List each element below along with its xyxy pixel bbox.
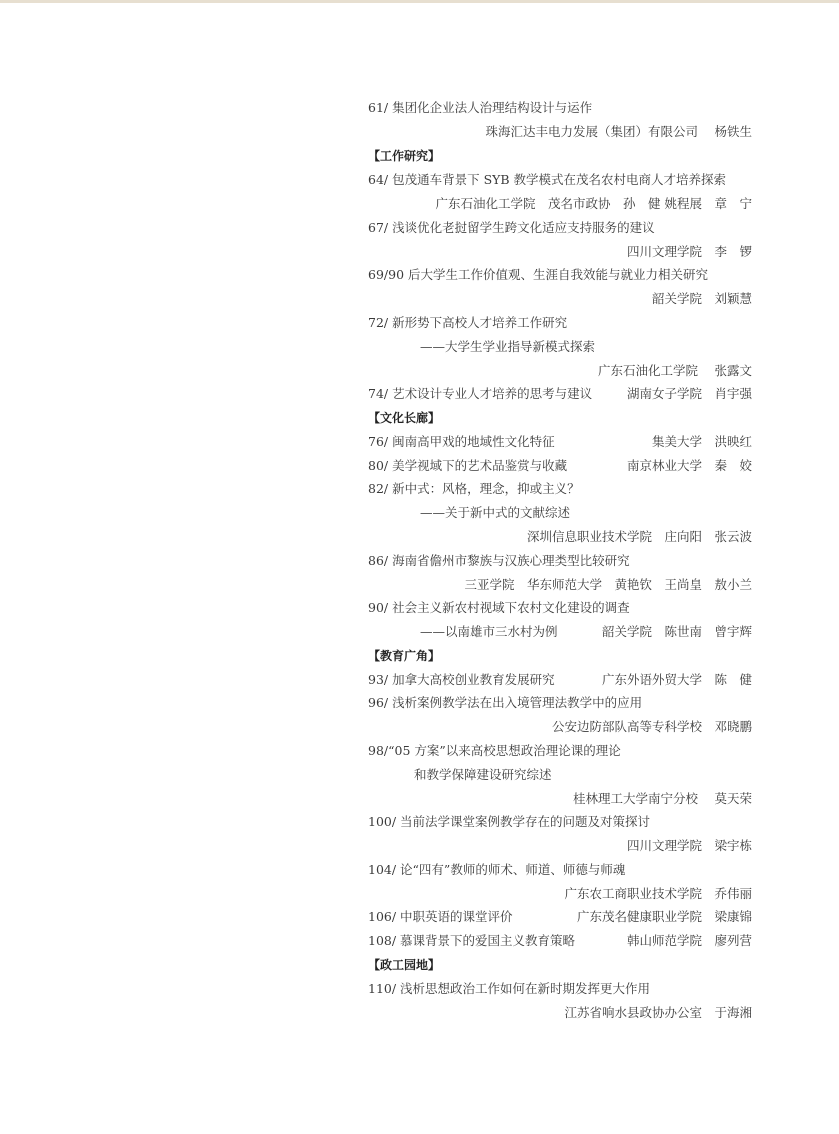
toc-title: 104/ 论“四有”教师的师术、师道、师德与师魂 [368, 862, 626, 877]
toc-title: 80/ 美学视域下的艺术品鉴赏与收藏 [368, 458, 568, 473]
toc-title: 61/ 集团化企业法人治理结构设计与运作 [368, 100, 593, 115]
toc-title: 100/ 当前法学课堂案例教学存在的问题及对策探讨 [368, 814, 651, 829]
toc-subtitle: ——以南雄市三水村为例 [420, 624, 558, 639]
toc-author: 三亚学院 华东师范大学 黄艳钦 王尚皇 敖小兰 [464, 577, 752, 592]
section-heading: 【工作研究】 [368, 149, 441, 163]
toc-title: 93/ 加拿大高校创业教育发展研究 [368, 672, 555, 687]
toc-author: 珠海汇达丰电力发展（集团）有限公司 杨铁生 [485, 124, 752, 139]
toc-author: 广东茂名健康职业学院 梁康锦 [576, 909, 752, 924]
toc-title: 67/ 浅谈优化老挝留学生跨文化适应支持服务的建议 [368, 220, 655, 235]
toc-entry [368, 908, 752, 926]
top-border [0, 0, 839, 3]
toc-entry [420, 623, 752, 641]
toc-author: 江苏省响水县政协办公室 于海湘 [564, 1005, 752, 1020]
toc-title: 72/ 新形势下高校人才培养工作研究 [368, 315, 568, 330]
toc-entry [368, 433, 752, 451]
toc-entry [368, 932, 752, 950]
toc-subtitle: 和教学保障建设研究综述 [414, 767, 552, 782]
toc-subtitle: ——大学生学业指导新模式探索 [420, 339, 596, 354]
toc-title: 90/ 社会主义新农村视域下农村文化建设的调查 [368, 600, 630, 615]
toc-title: 64/ 包茂通车背景下 SYB 教学模式在茂名农村电商人才培养探索 [368, 172, 727, 187]
toc-title: 98/“05 方案”以来高校思想政治理论课的理论 [368, 743, 621, 758]
toc-author: 韶关学院 刘颖慧 [651, 291, 752, 306]
toc-title: 76/ 闽南高甲戏的地域性文化特征 [368, 434, 555, 449]
section-heading: 【政工园地】 [368, 958, 441, 972]
toc-author: 广东石油化工学院 张露文 [598, 363, 752, 378]
toc-title: 74/ 艺术设计专业人才培养的思考与建议 [368, 386, 593, 401]
toc-author: 四川文理学院 李 锣 [626, 244, 752, 259]
toc-author: 南京林业大学 秦 姣 [626, 458, 752, 473]
toc-title: 69/90 后大学生工作价值观、生涯自我效能与就业力相关研究 [368, 267, 708, 282]
toc-title: 96/ 浅析案例教学法在出入境管理法教学中的应用 [368, 695, 643, 710]
toc-entry [368, 671, 752, 689]
toc-author: 四川文理学院 梁宇栋 [626, 838, 752, 853]
toc-author: 公安边防部队高等专科学校 邓晓鹏 [551, 719, 752, 734]
toc-title: 110/ 浅析思想政治工作如何在新时期发挥更大作用 [368, 981, 651, 996]
toc-author: 深圳信息职业技术学院 庄向阳 张云波 [526, 529, 752, 544]
toc-subtitle: ——关于新中式的文献综述 [420, 505, 571, 520]
toc-author: 韩山师范学院 廖列营 [626, 933, 752, 948]
section-heading: 【教育广角】 [368, 649, 441, 663]
toc-author: 湖南女子学院 肖宇强 [626, 386, 752, 401]
section-heading: 【文化长廊】 [368, 411, 441, 425]
toc-author: 韶关学院 陈世南 曾宇辉 [601, 624, 752, 639]
toc-author: 集美大学 洪映红 [651, 434, 752, 449]
toc-author: 桂林理工大学南宁分校 莫天荣 [573, 791, 752, 806]
toc-title: 108/ 慕课背景下的爱国主义教育策略 [368, 933, 576, 948]
toc-author: 广东石油化工学院 茂名市政协 孙 健 姚程展 章 宁 [435, 196, 752, 211]
toc-title: 106/ 中职英语的课堂评价 [368, 909, 513, 924]
toc-author: 广东外语外贸大学 陈 健 [601, 672, 752, 687]
toc-title: 82/ 新中式：风格，理念，抑或主义？ [368, 481, 580, 496]
toc-entry [368, 457, 752, 475]
toc-title: 86/ 海南省儋州市黎族与汉族心理类型比较研究 [368, 553, 630, 568]
toc-entry [368, 385, 752, 403]
toc-author: 广东农工商职业技术学院 乔伟丽 [564, 886, 752, 901]
